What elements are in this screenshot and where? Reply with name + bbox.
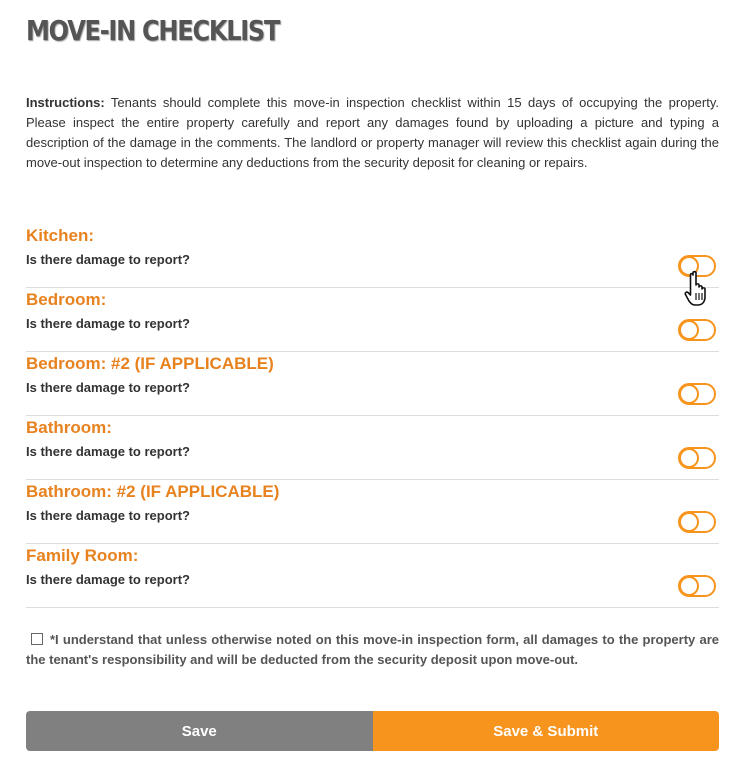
save-button[interactable]: Save — [26, 711, 373, 751]
damage-question: Is there damage to report? — [26, 508, 190, 523]
toggle-knob — [679, 448, 699, 468]
section-bathroom-2 — [26, 480, 719, 544]
damage-toggle-bathroom[interactable] — [678, 447, 716, 469]
damage-toggle-bedroom-2[interactable] — [678, 383, 716, 405]
section-title: Bathroom: — [26, 418, 112, 437]
toggle-knob — [679, 576, 699, 596]
section-title: Bedroom: #2 (IF APPLICABLE) — [26, 354, 274, 373]
agreement-checkbox[interactable] — [31, 633, 43, 645]
toggle-knob — [679, 256, 699, 276]
damage-question: Is there damage to report? — [26, 252, 190, 267]
section-title: Family Room: — [26, 546, 139, 565]
damage-toggle-bathroom-2[interactable] — [678, 511, 716, 533]
damage-toggle-family-room[interactable] — [678, 575, 716, 597]
section-bedroom-2 — [26, 352, 719, 416]
damage-toggle-bedroom[interactable] — [678, 319, 716, 341]
toggle-knob — [679, 512, 699, 532]
damage-question: Is there damage to report? — [26, 572, 190, 587]
agreement-text: *I understand that unless otherwise noted on this move-in inspection form, all damages to the property are the tenant's responsibility and will be deducted from the security deposit upon move-out. — [26, 632, 719, 667]
instructions-text: Tenants should complete this move-in inspection checklist within 15 days of occupying the property. Please inspect the entire property carefully and report any damages found by uploading a picture and typing a description of the damage in the comments. The landlord or property manager will review this checklist again during the move-out inspection to determine any deductions from the security deposit for cleaning or repairs. — [26, 95, 719, 170]
damage-question: Is there damage to report? — [26, 316, 190, 331]
instructions — [26, 93, 719, 173]
section-title: Bathroom: #2 (IF APPLICABLE) — [26, 482, 280, 501]
instructions-label: Instructions: — [26, 95, 105, 110]
agreement — [26, 630, 719, 670]
damage-toggle-kitchen[interactable] — [678, 255, 716, 277]
button-bar — [26, 711, 719, 751]
section-title: Kitchen: — [26, 226, 94, 245]
section-bathroom — [26, 416, 719, 480]
section-family-room — [26, 544, 719, 608]
section-bedroom — [26, 288, 719, 352]
section-title: Bedroom: — [26, 290, 107, 309]
damage-question: Is there damage to report? — [26, 444, 190, 459]
section-kitchen — [26, 224, 719, 288]
save-submit-button[interactable]: Save & Submit — [373, 711, 720, 751]
toggle-knob — [679, 384, 699, 404]
toggle-knob — [679, 320, 699, 340]
checklist-sections — [26, 224, 719, 608]
damage-question: Is there damage to report? — [26, 380, 190, 395]
page-title: MOVE-IN CHECKLIST — [26, 14, 280, 47]
